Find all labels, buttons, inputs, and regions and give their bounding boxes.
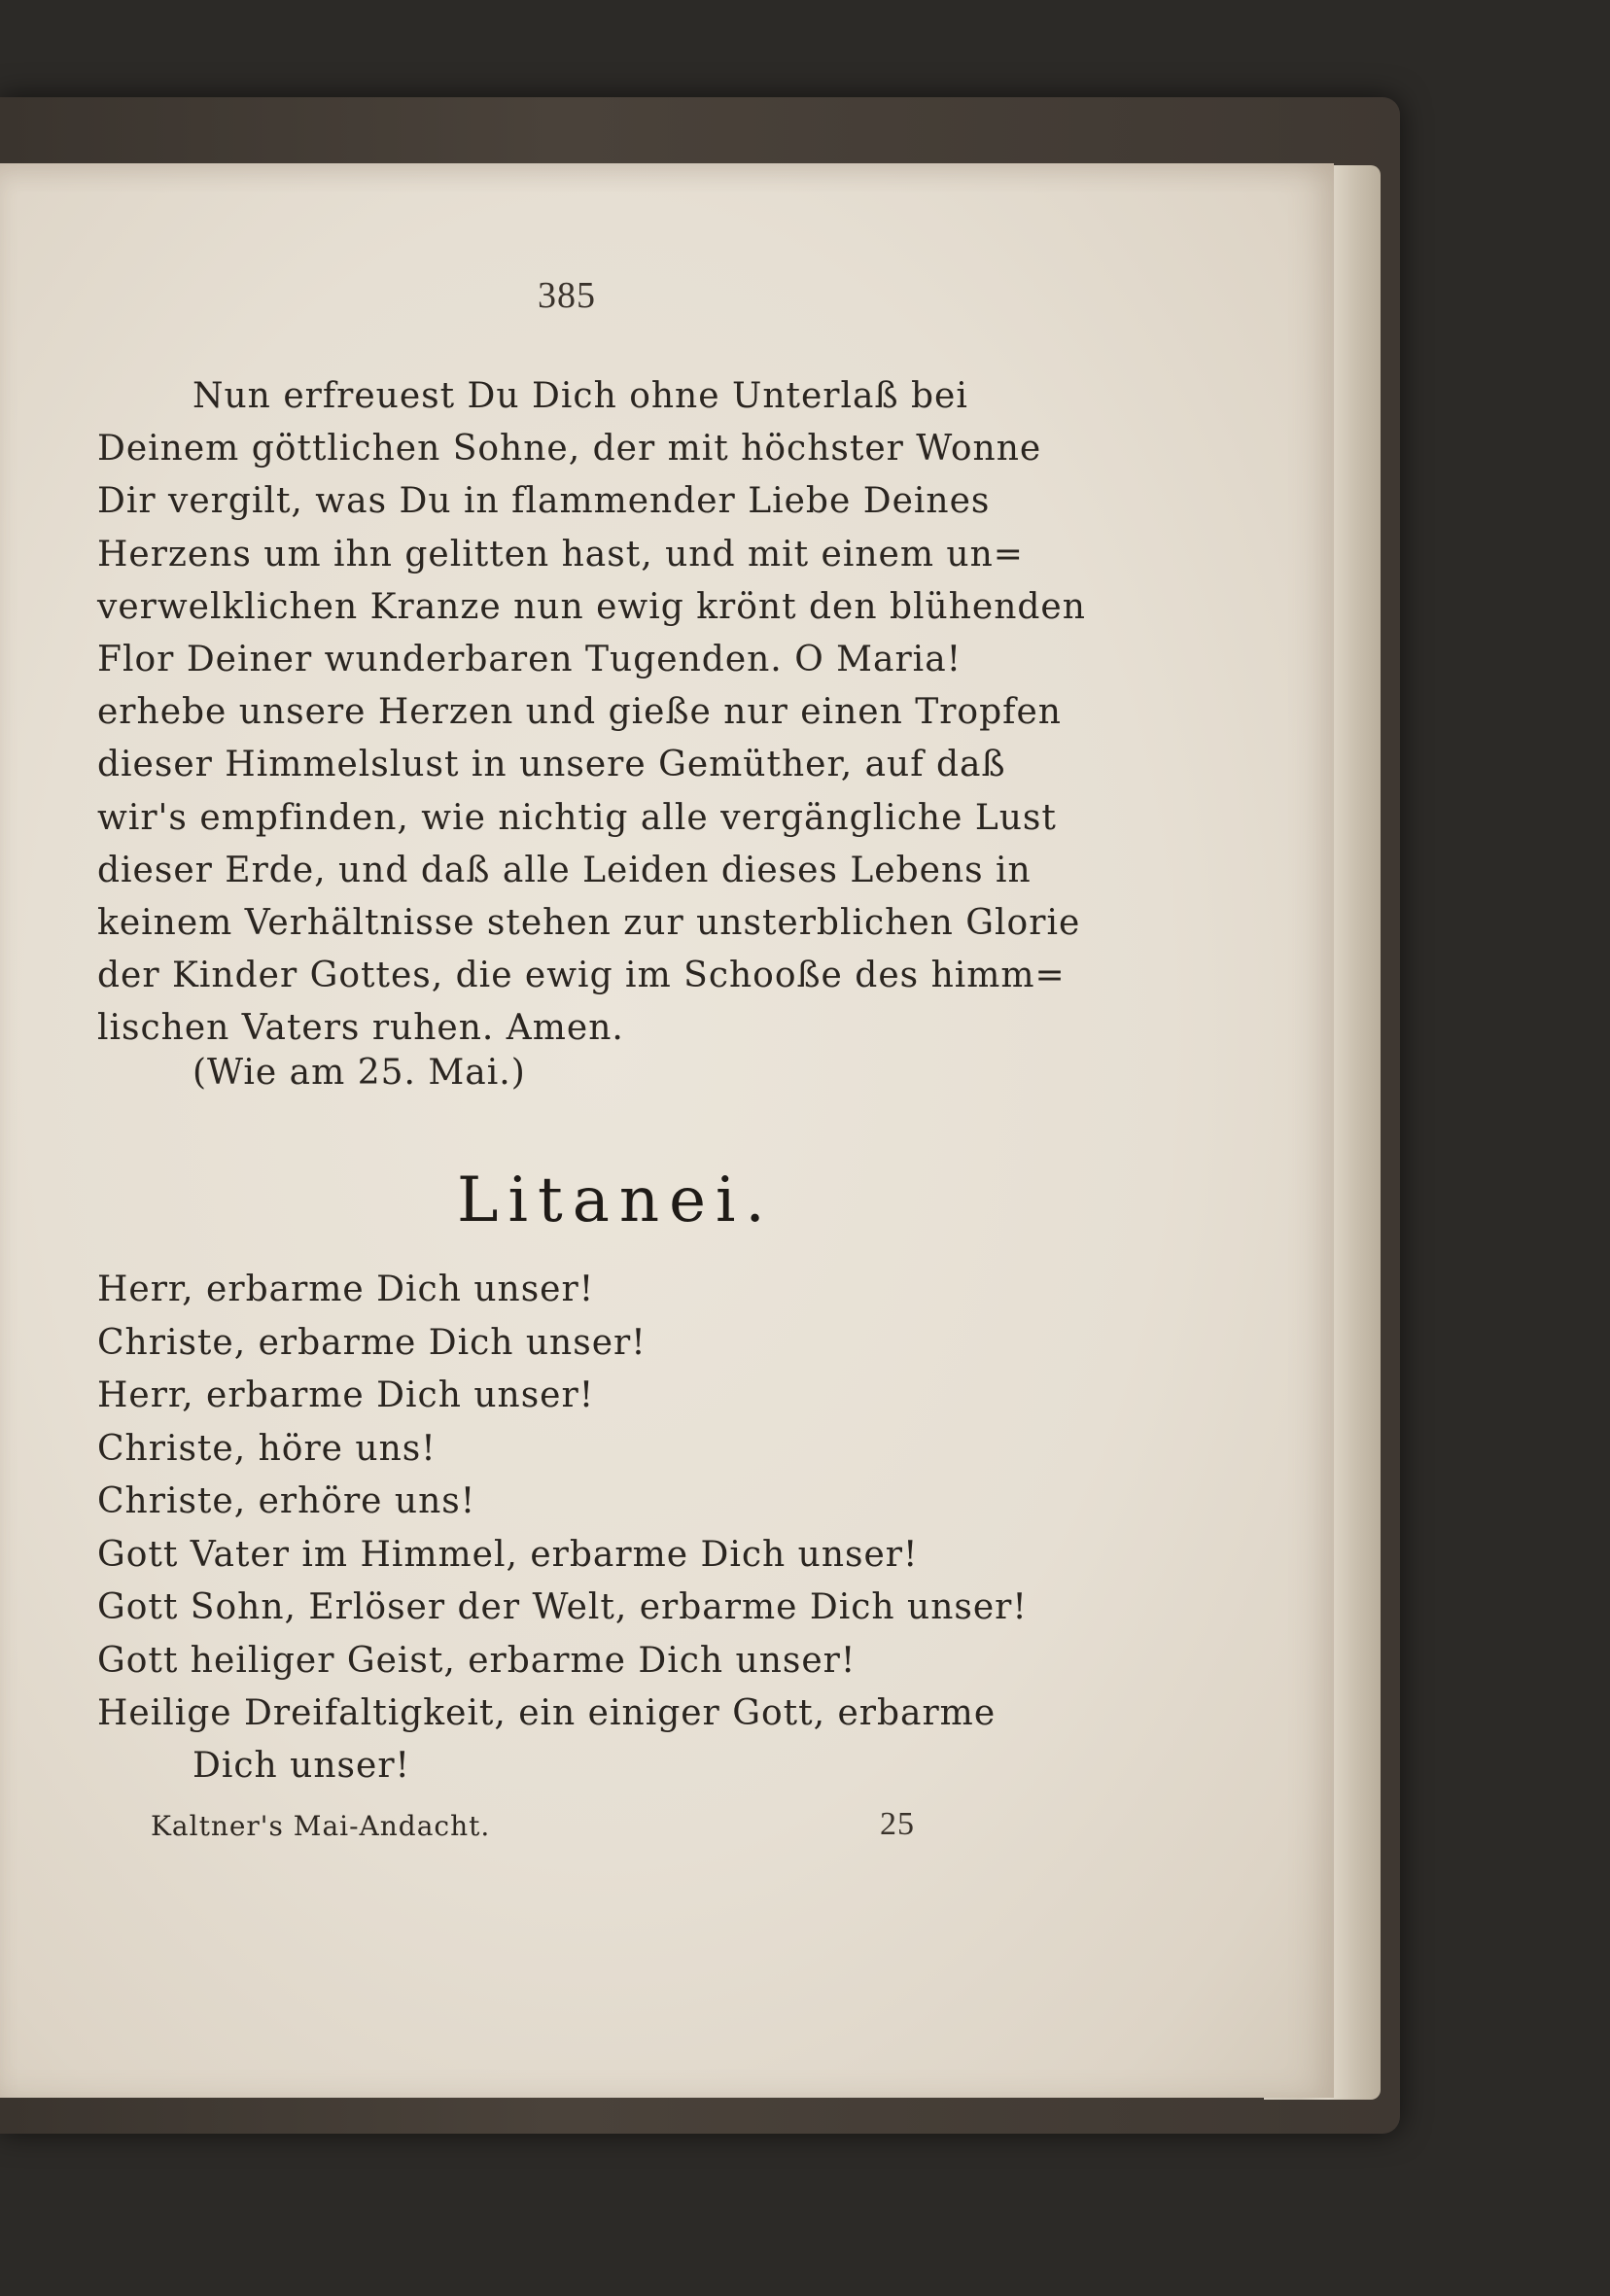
paragraph-line: verwelklichen Kranze nun ewig krönt den blühenden	[97, 586, 1086, 627]
litany-continuation: Dich unser!	[192, 1746, 410, 1786]
paragraph-line: Deinem göttlichen Sohne, der mit höchster Wonne	[97, 429, 1042, 470]
paragraph-line: Dir vergilt, was Du in flammender Liebe Deines	[97, 481, 991, 522]
litany-line: Christe, erbarme Dich unser!	[97, 1322, 647, 1363]
paragraph-line: Flor Deiner wunderbaren Tugenden. O Maria!	[97, 640, 962, 679]
reference-note: (Wie am 25. Mai.)	[192, 1053, 526, 1093]
paragraph-line: Herzens um ihn gelitten hast, und mit einem un=	[97, 534, 1024, 574]
litany-line: Heilige Dreifaltigkeit, ein einiger Gott, erbarme	[97, 1693, 997, 1733]
signature-mark: 25	[880, 1806, 915, 1842]
litany-line: Herr, erbarme Dich unser!	[97, 1270, 595, 1309]
page-number: 385	[538, 275, 596, 316]
litany-line: Gott heiliger Geist, erbarme Dich unser!	[97, 1640, 857, 1681]
litany-line: Christe, erhöre uns!	[97, 1481, 476, 1521]
paragraph-line: dieser Himmelslust in unsere Gemüther, auf daß	[97, 745, 1006, 785]
section-heading: Litanei.	[457, 1165, 775, 1236]
paragraph-line: der Kinder Gottes, die ewig im Schooße des himm=	[97, 956, 1066, 996]
paragraph-line: Nun erfreuest Du Dich ohne Unterlaß bei	[192, 376, 968, 416]
paragraph-line: dieser Erde, und daß alle Leiden dieses Lebens in	[97, 850, 1032, 890]
paragraph-line: lischen Vaters ruhen. Amen.	[97, 1008, 624, 1049]
paragraph-line: erhebe unsere Herzen und gieße nur einen Tropfen	[97, 692, 1062, 733]
footer-title: Kaltner's Mai-Andacht.	[151, 1810, 491, 1842]
paragraph-line: wir's empfinden, wie nichtig alle vergängliche Lust	[97, 797, 1057, 838]
litany-line: Herr, erbarme Dich unser!	[97, 1375, 595, 1415]
litany-line: Gott Vater im Himmel, erbarme Dich unser!	[97, 1534, 919, 1575]
paragraph-line: keinem Verhältnisse stehen zur unsterblichen Glorie	[97, 903, 1081, 943]
litany-line: Christe, höre uns!	[97, 1428, 437, 1469]
litany-line: Gott Sohn, Erlöser der Welt, erbarme Dich unser!	[97, 1587, 1028, 1627]
